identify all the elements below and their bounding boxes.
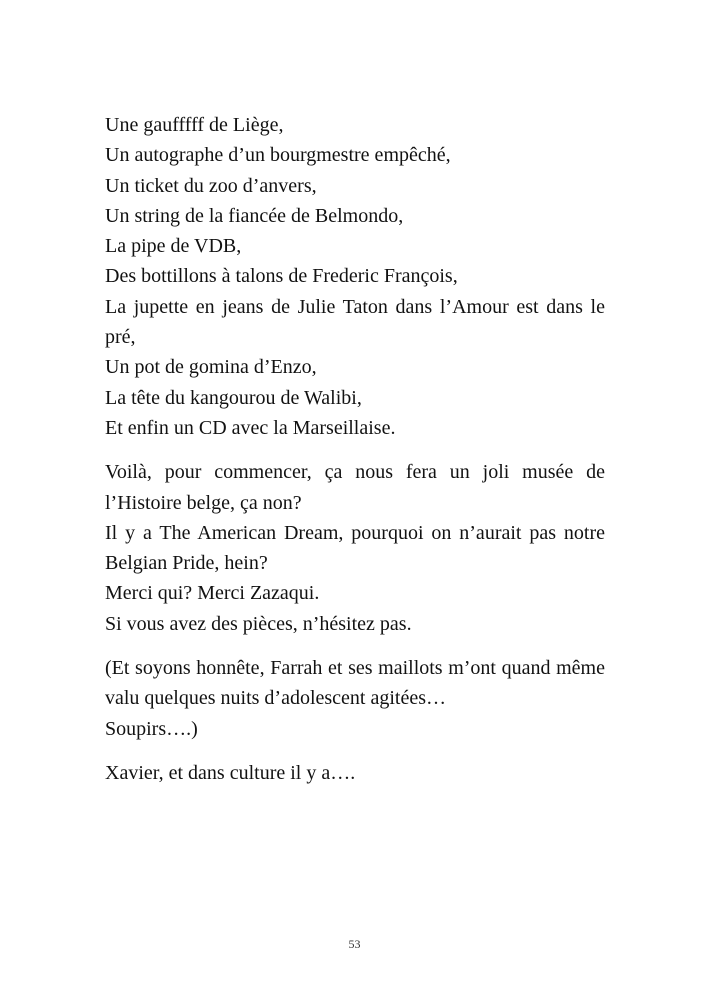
- page-number: 53: [348, 937, 361, 951]
- text-line: Un string de la fiancée de Belmondo,: [105, 204, 404, 227]
- text-block: [105, 110, 605, 788]
- text-line: Et enfin un CD avec la Marseillaise.: [105, 416, 396, 439]
- text-line: La jupette en jeans de Julie Taton dans l’Amour est dans le pré,: [105, 295, 605, 349]
- text-line: Un ticket du zoo d’anvers,: [105, 174, 317, 197]
- text-line: Voilà, pour commencer, ça nous fera un joli musée de l’Histoire belge, ça non?: [105, 461, 605, 514]
- text-line: Xavier, et dans culture il y a….: [105, 761, 356, 784]
- text-line: La pipe de VDB,: [105, 235, 242, 258]
- text-line: Il y a The American Dream, pourquoi on n’aurait pas notre Belgian Pride, hein?: [105, 521, 605, 575]
- text-line: Soupirs….): [105, 717, 198, 740]
- paragraph: [105, 653, 605, 744]
- text-line: Un autographe d’un bourgmestre empêché,: [105, 144, 451, 167]
- paragraph: [105, 457, 605, 639]
- paragraph: [105, 110, 605, 443]
- paragraph: [105, 758, 605, 788]
- text-line: Une gaufffff de Liège,: [105, 114, 284, 136]
- text-line: (Et soyons honnête, Farrah et ses maillots m’ont quand même valu quelques nuits d’adolescent agitées…: [105, 657, 605, 710]
- text-line: La tête du kangourou de Walibi,: [105, 386, 362, 409]
- text-line: Si vous avez des pièces, n’hésitez pas.: [105, 612, 412, 635]
- text-line: Merci qui? Merci Zazaqui.: [105, 582, 320, 605]
- text-line: Un pot de gomina d’Enzo,: [105, 356, 317, 379]
- text-line: Des bottillons à talons de Frederic François,: [105, 265, 458, 288]
